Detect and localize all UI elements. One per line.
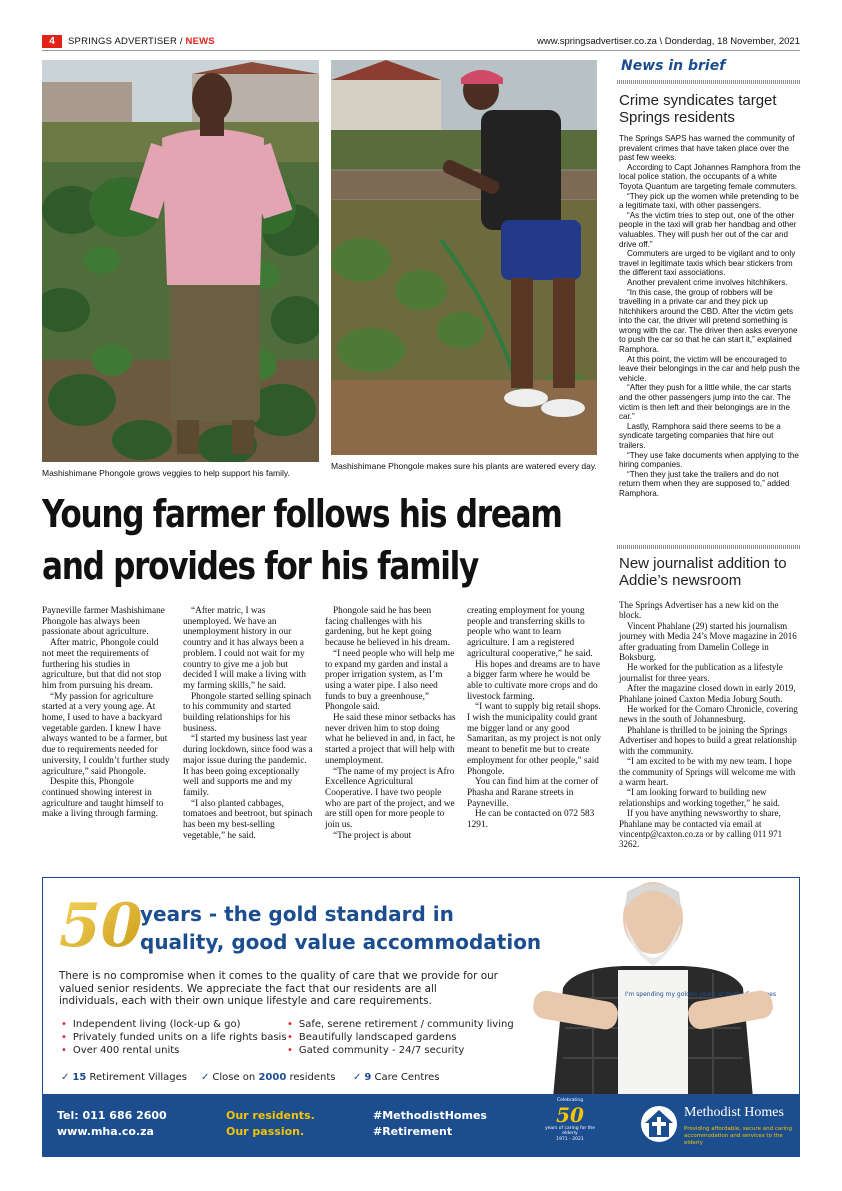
paragraph: You can find him at the corner of Phasha and Rarane streets in Payneville. [467, 777, 599, 809]
sidebar-stripe [617, 545, 800, 549]
list-item: • Over 400 rental units [61, 1044, 291, 1057]
paragraph: After the magazine closed down in early 2019, Phahlane joined Caxton Media Joburg South. [619, 683, 796, 704]
hashtag-retirement[interactable]: #Retirement [373, 1125, 453, 1138]
paragraph: “As the victim tries to step out, one of the other people in the taxi will grab her handbag and other valuables. They will push her out of the car and drive off.” [619, 210, 797, 249]
paragraph: “In this case, the group of robbers will be travelling in a private car and they pick up hitchhikers around the CBD. After the victim gets into the car, the driver will pretend something is wrong with the car. The driver then asks everyone to push the car so that he can start it,” explained Ramphora. [619, 287, 798, 355]
header-rule [42, 50, 800, 51]
phone-number: Tel: 011 686 2600 [57, 1109, 167, 1122]
paragraph: Lastly, Ramphora said there seems to be a syndicate targeting companies that hire out trailers. [619, 421, 781, 450]
paragraph: “My passion for agriculture started at a very young age. At home, I used to have a backyard vegetable garden. I knew I have always wanted to be a farmer, but due to requirements needed for university, I couldn’t further study agriculture,” said Phongole. [42, 691, 170, 777]
brand-name: Methodist Homes [684, 1105, 784, 1120]
check-icon: ✓ [61, 1072, 70, 1083]
hashtag-methodist-homes[interactable]: #MethodistHomes [373, 1109, 487, 1122]
paragraph: According to Capt Johannes Ramphora from the local police station, the occupants of a white Toyota Quantum are targeting female commuters. [619, 162, 801, 191]
check-care-centres [353, 1072, 440, 1083]
check-post: Retirement Villages [86, 1072, 188, 1083]
website-date: www.springsadvertiser.co.za \ Donderdag, 18 November, 2021 [537, 36, 800, 47]
check-post: residents [286, 1072, 336, 1083]
check-residents [201, 1072, 335, 1083]
ad-paragraph: There is no compromise when it comes to the quality of care that we provide for our valued senior residents. We appreciate the fact that our residents are all individuals, each with their own unique lifestyle and care requirements. [59, 970, 498, 1008]
news-in-brief-title: News in brief [621, 58, 726, 74]
slogan-line-1: Our residents. [226, 1109, 315, 1122]
ad-bullets-left [61, 1018, 291, 1057]
check-number: 9 [364, 1072, 372, 1083]
check-icon: ✓ [201, 1072, 210, 1083]
paragraph: Another prevalent crime involves hitchhikers. [627, 277, 788, 287]
list-item: • Independent living (lock-up & go) [61, 1018, 291, 1031]
paragraph: At this point, the victim will be encouraged to leave their belongings in the car and help push the vehicle. [619, 354, 800, 383]
paragraph: Despite this, Phongole continued showing interest in agriculture and taught himself to make a living through farming. [42, 777, 164, 820]
article-column-3 [325, 606, 456, 841]
ad-slogan [226, 1108, 315, 1140]
headline-line-2: and provides for his family [42, 544, 479, 588]
paragraph: “Then they just take the trailers and do not return them when they are supposed to,” added Ramphora. [619, 469, 790, 498]
paragraph: Payneville farmer Mashishimane Phongole has always been passionate about agriculture. [42, 606, 165, 638]
ad-bullets-right [287, 1018, 517, 1057]
story2-body [619, 600, 801, 850]
check-icon: ✓ [353, 1072, 362, 1083]
celebrating-sub: years of caring for the elderly [544, 1125, 596, 1136]
right-photo-caption: Mashishimane Phongole makes sure his plants are watered every day. [331, 461, 597, 471]
celebrating-label: Celebrating [556, 1098, 584, 1103]
photo-farmer-holding-spinach [42, 60, 319, 462]
list-item: • Safe, serene retirement / community living [287, 1018, 517, 1031]
website-link[interactable]: www.mha.co.za [57, 1125, 154, 1138]
ad-headline-line-1: years - the gold standard in [140, 902, 454, 926]
story2-headline: New journalist addition to Addie’s newsroom [619, 555, 787, 589]
celebrating-number: 50 [556, 1102, 584, 1127]
page-number: 4 [42, 35, 62, 48]
publication-title: SPRINGS ADVERTISER [68, 36, 178, 47]
paragraph: If you have anything newsworthy to share, Phahlane may be contacted via email at vincentp@caxton.co.za or by calling 011 971 3262. [619, 808, 783, 850]
story1-body [619, 134, 801, 499]
big-fifty: 50 [59, 891, 143, 958]
paragraph: He worked for the publication as a lifestyle journalist for three years. [619, 662, 783, 683]
methodist-homes-logo-icon [640, 1105, 678, 1143]
ad-headline-line-2: quality, good value accommodation [140, 930, 542, 954]
list-item: • Gated community - 24/7 security [287, 1044, 517, 1057]
article-column-2 [183, 606, 314, 841]
paragraph: “After matric, I was unemployed. We have an unemployment history in our country and it has always been a problem. I could not wait for my country to give me a job but decided I will make a living with my farming skills,” he said. [183, 606, 306, 691]
paragraph: The Springs SAPS has warned the community of prevalent crimes that have taken place over the past few weeks. [619, 134, 795, 163]
paragraph: “They use fake documents when applying to the hiring companies. [619, 450, 799, 470]
ad-headline [140, 900, 541, 956]
paragraph: The Springs Advertiser has a new kid on the block. [619, 600, 779, 621]
paragraph: He said these minor setbacks has never driven him to stop doing what he believed in and, in fact, he started a project that will help with unemployment. [325, 713, 456, 766]
section-name: NEWS [185, 36, 215, 47]
paragraph: He can be contacted on 072 583 1291. [467, 809, 595, 831]
brand-tagline: Providing affordable, secure and caring accommodation and services to the elderly [684, 1126, 792, 1146]
paragraph: “After they push for a little while, the car starts and the other passengers jump into the car. The victim is then left and their belongings are in the car.” [619, 383, 792, 422]
article-column-1 [42, 606, 171, 820]
paragraph: He worked for the Comaro Chronicle, covering news in the south of Johannesburg. [619, 704, 798, 725]
ad-hashtags [373, 1108, 487, 1140]
senior-model-photo [513, 878, 793, 1098]
paragraph: “I am looking forward to building new relationships and working together,” he said. [619, 787, 780, 808]
separator: / [177, 36, 186, 47]
photo-farmer-watering-plants [331, 60, 597, 455]
check-number: 15 [72, 1072, 87, 1083]
story1-headline: Crime syndicates target Springs residents [619, 92, 777, 126]
paragraph: “They pick up the women while pretending to be a legitimate taxi, with other passengers. [619, 191, 799, 211]
article-headline [42, 488, 562, 592]
paragraph: His hopes and dreams are to have a bigger farm where he would be able to cultivate more crops and do livestock farming. [467, 659, 600, 702]
page-header [42, 35, 800, 49]
paragraph: “I am excited to be with my new team. I hope the community of Springs will welcome me with a warm heart. [619, 756, 796, 787]
celebrating-years: 1971 - 2021 [556, 1136, 584, 1142]
ad-contact [57, 1108, 167, 1140]
list-item: • Beautifully landscaped gardens [287, 1031, 517, 1044]
paragraph: “The name of my project is Afro Excellence Agricultural Cooperative. I have two people who are part of the project, and we are still open for more people to join us. [325, 766, 455, 831]
paragraph: Phahlane is thrilled to be joining the Springs Advertiser and hopes to build a great relationship with the community. [619, 724, 797, 756]
fifty-logo-icon [55, 888, 145, 958]
celebrating-badge [540, 1098, 600, 1142]
sidebar-stripe [617, 80, 800, 84]
methodist-homes-advert [42, 877, 800, 1157]
ad-footer-bar [43, 1094, 799, 1156]
paragraph: Vincent Phahlane (29) started his journalism journey with Media 24’s Move magazine in 2016 after graduating from Damelin College in Boksburg. [619, 620, 797, 663]
paragraph: After matric, Phongole could not meet the requirements of furthering his studies in agriculture, but that did not stop him from pursuing his dream. [42, 638, 162, 691]
paragraph: Phongole started selling spinach to his community and started building relationships for his business. [183, 691, 312, 734]
paragraph: “I need people who will help me to expand my garden and instal a proper irrigation system, as I’m using a water pipe. I also need funds to buy a greenhouse,” Phongole said. [325, 648, 455, 713]
publication-name [68, 36, 215, 47]
check-pre: Close on [212, 1072, 259, 1083]
slogan-line-2: Our passion. [226, 1125, 305, 1138]
paragraph: Phongole said he has been facing challenges with his gardening, but he kept going because he believed in his dream. [325, 606, 450, 649]
check-post: Care Centres [371, 1072, 440, 1083]
paragraph: “I also planted cabbages, tomatoes and beetroot, but spinach has been my best-selling vegetable,” he said. [183, 798, 313, 841]
left-photo-caption: Mashishimane Phongole grows veggies to help support his family. [42, 468, 290, 478]
check-retirement-villages [61, 1072, 187, 1083]
paragraph: creating employment for young people and transferring skills to people who want to learn agriculture. I am a registered agricultural cooperative,” he said. [467, 606, 593, 659]
paragraph: Commuters are urged to be vigilant and to only travel in legitimate taxis which bear stickers from the different taxi associations. [619, 249, 796, 278]
tshirt-text: I'm spending my golden years at MethodistHomes [625, 991, 777, 998]
list-item: • Privately funded units on a life rights basis [61, 1031, 291, 1044]
paragraph: “I want to supply big retail shops. I wish the municipality could grant me bigger land or any good Samaritan, as my project is not only meant to benefit me but to create employment for other people,” said Phongole. [467, 702, 602, 777]
paragraph: “I started my business last year during lockdown, since food was a major issue during the pandemic. It has been going exceptionally well and supports me and my family. [183, 734, 313, 798]
headline-line-1: Young farmer follows his dream [42, 492, 562, 536]
check-number: 2000 [258, 1072, 287, 1083]
paragraph: “The project is about [333, 830, 412, 841]
article-column-4 [467, 606, 601, 831]
